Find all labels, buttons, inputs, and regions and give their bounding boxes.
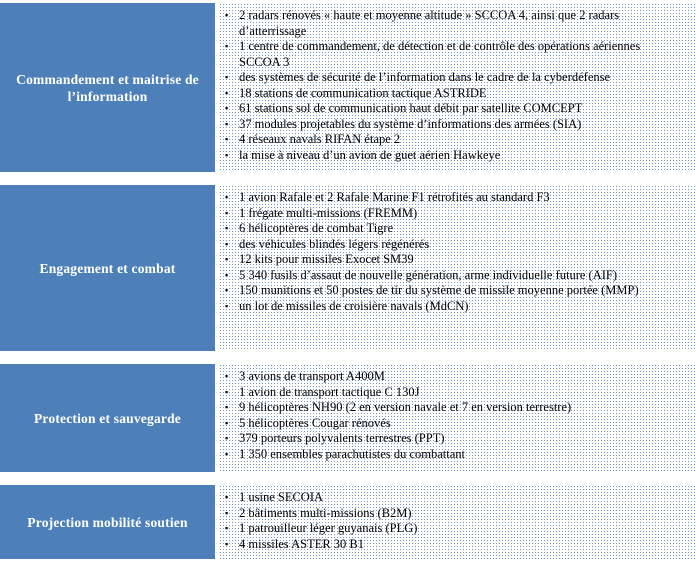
item-list (225, 190, 688, 314)
square-bullet-icon: ▪ (225, 448, 229, 459)
item-text: 4 missiles ASTER 30 B1 (239, 536, 365, 551)
item-text: 1 centre de commandement, de détection et de contrôle des opérations aériennes SCCOA 3 (239, 39, 641, 69)
item-text: 18 stations de communication tactique ASTRIDE (239, 85, 487, 100)
item-text: un lot de missiles de croisière navals (MdCN) (239, 298, 469, 313)
item-list (225, 490, 688, 552)
items-cell (219, 364, 696, 472)
item-text: 12 kits pour missiles Exocet SM39 (239, 252, 414, 266)
item-text: 1 avion de transport tactique C 130J (239, 384, 420, 399)
square-bullet-icon: ▪ (225, 207, 229, 218)
item-text: 61 stations sol de communication haut débit par satellite COMCEPT (239, 101, 583, 115)
list-item (225, 369, 688, 385)
list-item (225, 268, 688, 284)
square-bullet-icon: ▪ (225, 41, 229, 51)
item-text: 1 350 ensembles parachutistes du combattant (239, 446, 465, 461)
category-label: Engagement et combat (39, 260, 176, 276)
square-bullet-icon: ▪ (225, 10, 229, 20)
list-item (225, 400, 688, 416)
square-bullet-icon: ▪ (225, 238, 229, 249)
square-bullet-icon: ▪ (225, 285, 229, 295)
square-bullet-icon: ▪ (225, 492, 229, 502)
table-row (0, 185, 696, 351)
list-item (225, 490, 688, 506)
list-item (225, 299, 688, 315)
list-item (225, 86, 688, 102)
square-bullet-icon: ▪ (225, 72, 229, 82)
list-item (225, 117, 688, 133)
list-item (225, 447, 688, 463)
item-text: 2 bâtiments multi-missions (B2M) (239, 505, 412, 520)
list-item (225, 416, 688, 432)
item-text: des systèmes de sécurité de l’information dans le cadre de la cyberdéfense (239, 70, 611, 84)
category-label-cell (0, 364, 215, 472)
square-bullet-icon: ▪ (225, 433, 229, 443)
square-bullet-icon: ▪ (225, 402, 229, 412)
category-label: Commandement et maitrise de l’information (16, 71, 199, 104)
list-item (225, 537, 688, 553)
item-text: 5 hélicoptères Cougar rénovés (239, 415, 391, 430)
items-cell (219, 3, 696, 172)
square-bullet-icon: ▪ (225, 507, 229, 518)
list-item (225, 148, 688, 164)
square-bullet-icon: ▪ (225, 87, 229, 98)
list-item (225, 521, 688, 537)
table-row (0, 485, 696, 559)
list-item (225, 221, 688, 237)
table-row (0, 3, 696, 172)
list-item (225, 206, 688, 222)
item-text: 1 frégate multi-missions (FREMM) (239, 205, 418, 220)
category-label-cell (0, 3, 215, 172)
items-cell (219, 485, 696, 559)
item-text: 379 porteurs polyvalents terrestres (PPT) (239, 431, 445, 445)
square-bullet-icon: ▪ (225, 254, 229, 264)
item-list (225, 8, 688, 163)
item-text: 9 hélicoptères NH90 (2 en version navale et 7 en version terrestre) (239, 400, 572, 414)
item-text: 3 avions de transport A400M (239, 369, 385, 383)
list-item (225, 101, 688, 117)
list-item (225, 385, 688, 401)
square-bullet-icon: ▪ (225, 300, 229, 311)
category-label-cell (0, 485, 215, 559)
square-bullet-icon: ▪ (225, 386, 229, 397)
table-row (0, 364, 696, 472)
list-item (225, 70, 688, 86)
list-item (225, 8, 688, 39)
category-label: Projection mobilité soutien (27, 514, 188, 530)
list-item (225, 283, 688, 299)
square-bullet-icon: ▪ (225, 223, 229, 233)
square-bullet-icon: ▪ (225, 523, 229, 533)
square-bullet-icon: ▪ (225, 417, 229, 428)
square-bullet-icon: ▪ (225, 192, 229, 202)
list-item (225, 132, 688, 148)
square-bullet-icon: ▪ (225, 371, 229, 381)
list-item (225, 431, 688, 447)
item-text: la mise à niveau d’un avion de guet aérien Hawkeye (239, 147, 501, 162)
square-bullet-icon: ▪ (225, 103, 229, 113)
item-text: 1 avion Rafale et 2 Rafale Marine F1 rétrofités au standard F3 (239, 190, 550, 204)
item-text: 4 réseaux navals RIFAN étape 2 (239, 132, 401, 146)
item-text: 2 radars rénovés « haute et moyenne altitude » SCCOA 4, ainsi que 2 radars d’atterrissage (239, 8, 620, 38)
list-item (225, 39, 688, 70)
items-cell (219, 185, 696, 351)
list-item (225, 237, 688, 253)
square-bullet-icon: ▪ (225, 149, 229, 160)
category-label-cell (0, 185, 215, 351)
item-text: 150 munitions et 50 postes de tir du système de missile moyenne portée (MMP) (239, 283, 639, 297)
square-bullet-icon: ▪ (225, 118, 229, 129)
category-label: Protection et sauvegarde (33, 410, 181, 426)
square-bullet-icon: ▪ (225, 134, 229, 144)
item-text: 1 patrouilleur léger guyanais (PLG) (239, 521, 418, 535)
item-text: 6 hélicoptères de combat Tigre (239, 221, 394, 235)
item-text: 5 340 fusils d’assaut de nouvelle génération, arme individuelle future (AIF) (239, 267, 618, 282)
square-bullet-icon: ▪ (225, 269, 229, 280)
list-item (225, 190, 688, 206)
item-text: 37 modules projetables du système d’informations des armées (SIA) (239, 116, 582, 131)
square-bullet-icon: ▪ (225, 538, 229, 549)
list-item (225, 252, 688, 268)
item-list (225, 369, 688, 462)
item-text: des véhicules blindés légers régénérés (239, 236, 430, 251)
item-text: 1 usine SECOIA (239, 490, 324, 504)
list-item (225, 506, 688, 522)
